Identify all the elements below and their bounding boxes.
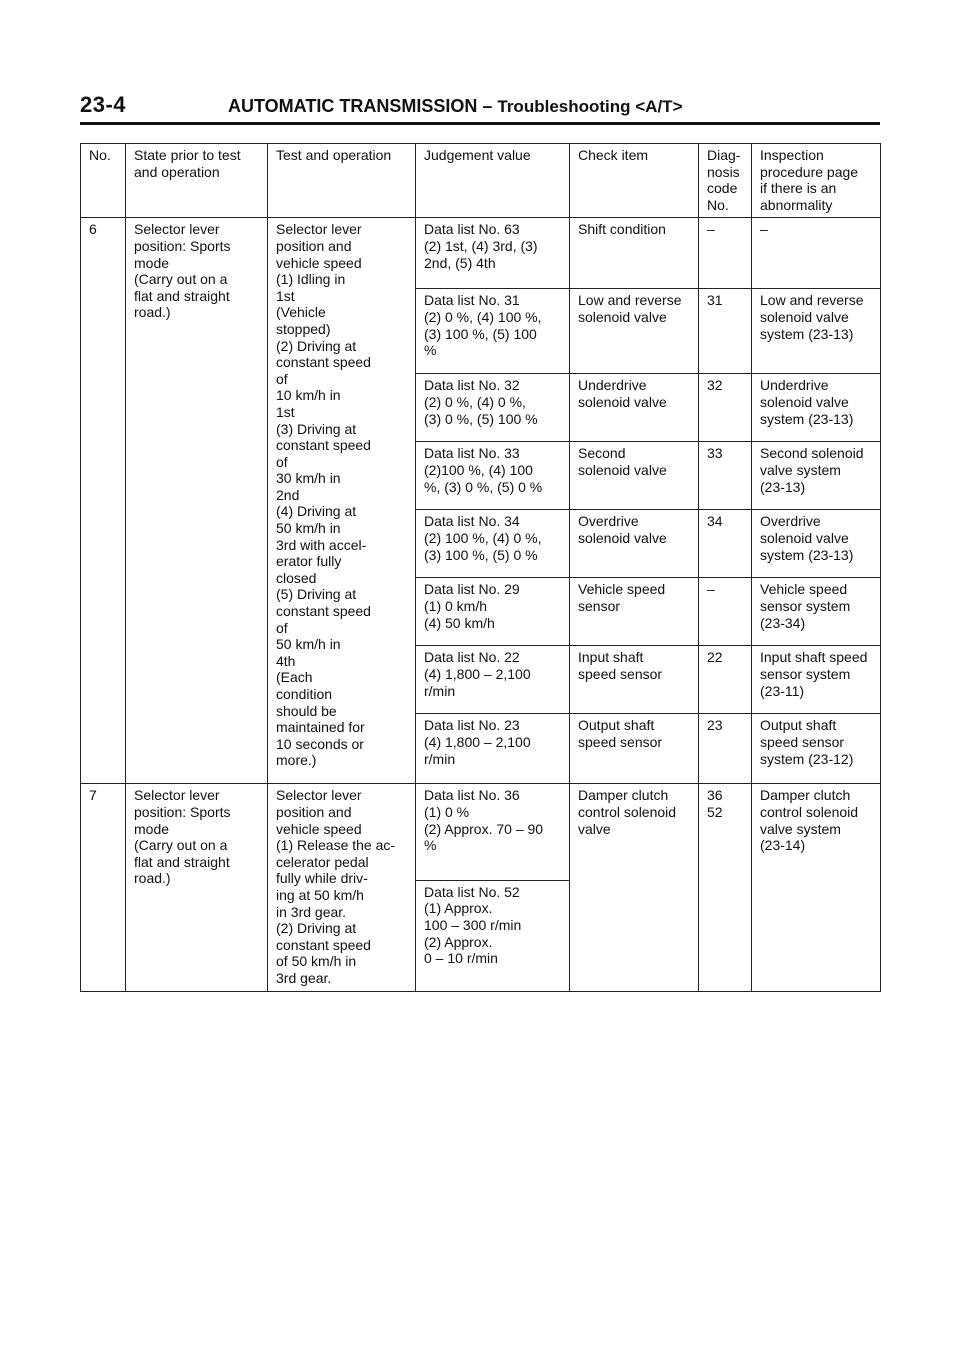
judgement-cell: Data list No. 33 (2)100 %, (4) 100 %, (3) 0 %, (5) 0 % xyxy=(416,442,570,510)
col-header-no: No. xyxy=(81,144,126,218)
inspection-cell: Underdrive solenoid valve system (23-13) xyxy=(752,374,881,442)
check-item-cell: Vehicle speed sensor xyxy=(570,578,699,646)
row-7-test: Selector lever position and vehicle speed (1) Release the ac- celerator pedal fully while driv- ing at 50 km/h in 3rd gear. (2) Driving at constant speed of 50 km/h in 3rd gear. xyxy=(268,784,416,991)
check-item-cell: Shift condition xyxy=(570,218,699,289)
diag-code-cell: 36 52 xyxy=(699,784,752,991)
row-6-state: Selector lever position: Sports mode (Carry out on a flat and straight road.) xyxy=(126,218,268,784)
row-6-test: Selector lever position and vehicle speed (1) Idling in 1st (Vehicle stopped) (2) Driving at constant speed of 10 km/h in 1st (3) Driving at constant speed of 30 km/h in 2nd (4) Driving at 50 km/h in 3rd with accel- erator fully closed (5) Driving at constant speed of 50 km/h in 4th (Each condition should be maintained for 10 seconds or more.) xyxy=(268,218,416,784)
check-item-cell: Damper clutch control solenoid valve xyxy=(570,784,699,991)
diag-code-cell: 34 xyxy=(699,510,752,578)
inspection-cell: Damper clutch control solenoid valve system (23-14) xyxy=(752,784,881,991)
inspection-cell: Overdrive solenoid valve system (23-13) xyxy=(752,510,881,578)
row-6-no: 6 xyxy=(81,218,126,784)
chapter-title xyxy=(228,96,683,117)
check-item-cell: Overdrive solenoid valve xyxy=(570,510,699,578)
inspection-cell: Second solenoid valve system (23-13) xyxy=(752,442,881,510)
row-7-state: Selector lever position: Sports mode (Carry out on a flat and straight road.) xyxy=(126,784,268,991)
table-header-row xyxy=(81,144,881,218)
page-header xyxy=(80,90,880,124)
troubleshooting-table xyxy=(80,143,881,992)
inspection-cell: Low and reverse solenoid valve system (23-13) xyxy=(752,289,881,374)
section-name: Troubleshooting <A/T> xyxy=(497,97,683,116)
diag-code-cell: 22 xyxy=(699,646,752,714)
col-header-test: Test and operation xyxy=(268,144,416,218)
chapter-name: AUTOMATIC TRANSMISSION xyxy=(228,96,478,116)
check-item-cell: Second solenoid valve xyxy=(570,442,699,510)
inspection-cell: Vehicle speed sensor system (23-34) xyxy=(752,578,881,646)
diag-code-cell: – xyxy=(699,218,752,289)
title-separator: – xyxy=(482,96,493,116)
judgement-cell: Data list No. 29 (1) 0 km/h (4) 50 km/h xyxy=(416,578,570,646)
diag-code-cell: 31 xyxy=(699,289,752,374)
page-number: 23-4 xyxy=(80,92,127,117)
col-header-state: State prior to test and operation xyxy=(126,144,268,218)
col-header-check-item: Check item xyxy=(570,144,699,218)
judgement-cell: Data list No. 32 (2) 0 %, (4) 0 %, (3) 0 %, (5) 100 % xyxy=(416,374,570,442)
header-rule xyxy=(80,122,880,125)
check-item-cell: Underdrive solenoid valve xyxy=(570,374,699,442)
judgement-cell: Data list No. 52 (1) Approx. 100 – 300 r/min (2) Approx. 0 – 10 r/min xyxy=(416,880,570,991)
check-item-cell: Input shaft speed sensor xyxy=(570,646,699,714)
diag-code-cell: 32 xyxy=(699,374,752,442)
row-7-no: 7 xyxy=(81,784,126,991)
judgement-cell: Data list No. 22 (4) 1,800 – 2,100 r/min xyxy=(416,646,570,714)
inspection-cell: Output shaft speed sensor system (23-12) xyxy=(752,714,881,784)
table-row xyxy=(81,218,881,289)
check-item-cell: Output shaft speed sensor xyxy=(570,714,699,784)
col-header-inspection: Inspection procedure page if there is an abnormality xyxy=(752,144,881,218)
inspection-cell: Input shaft speed sensor system (23-11) xyxy=(752,646,881,714)
check-item-cell: Low and reverse solenoid valve xyxy=(570,289,699,374)
col-header-judgement: Judgement value xyxy=(416,144,570,218)
inspection-cell: – xyxy=(752,218,881,289)
diag-code-cell: 23 xyxy=(699,714,752,784)
judgement-cell: Data list No. 31 (2) 0 %, (4) 100 %, (3) 100 %, (5) 100 % xyxy=(416,289,570,374)
table-row xyxy=(81,784,881,880)
judgement-cell: Data list No. 23 (4) 1,800 – 2,100 r/min xyxy=(416,714,570,784)
diag-code-cell: – xyxy=(699,578,752,646)
judgement-cell: Data list No. 34 (2) 100 %, (4) 0 %, (3) 100 %, (5) 0 % xyxy=(416,510,570,578)
col-header-diag-code: Diag- nosis code No. xyxy=(699,144,752,218)
judgement-cell: Data list No. 36 (1) 0 % (2) Approx. 70 – 90 % xyxy=(416,784,570,880)
judgement-cell: Data list No. 63 (2) 1st, (4) 3rd, (3) 2nd, (5) 4th xyxy=(416,218,570,289)
diag-code-cell: 33 xyxy=(699,442,752,510)
